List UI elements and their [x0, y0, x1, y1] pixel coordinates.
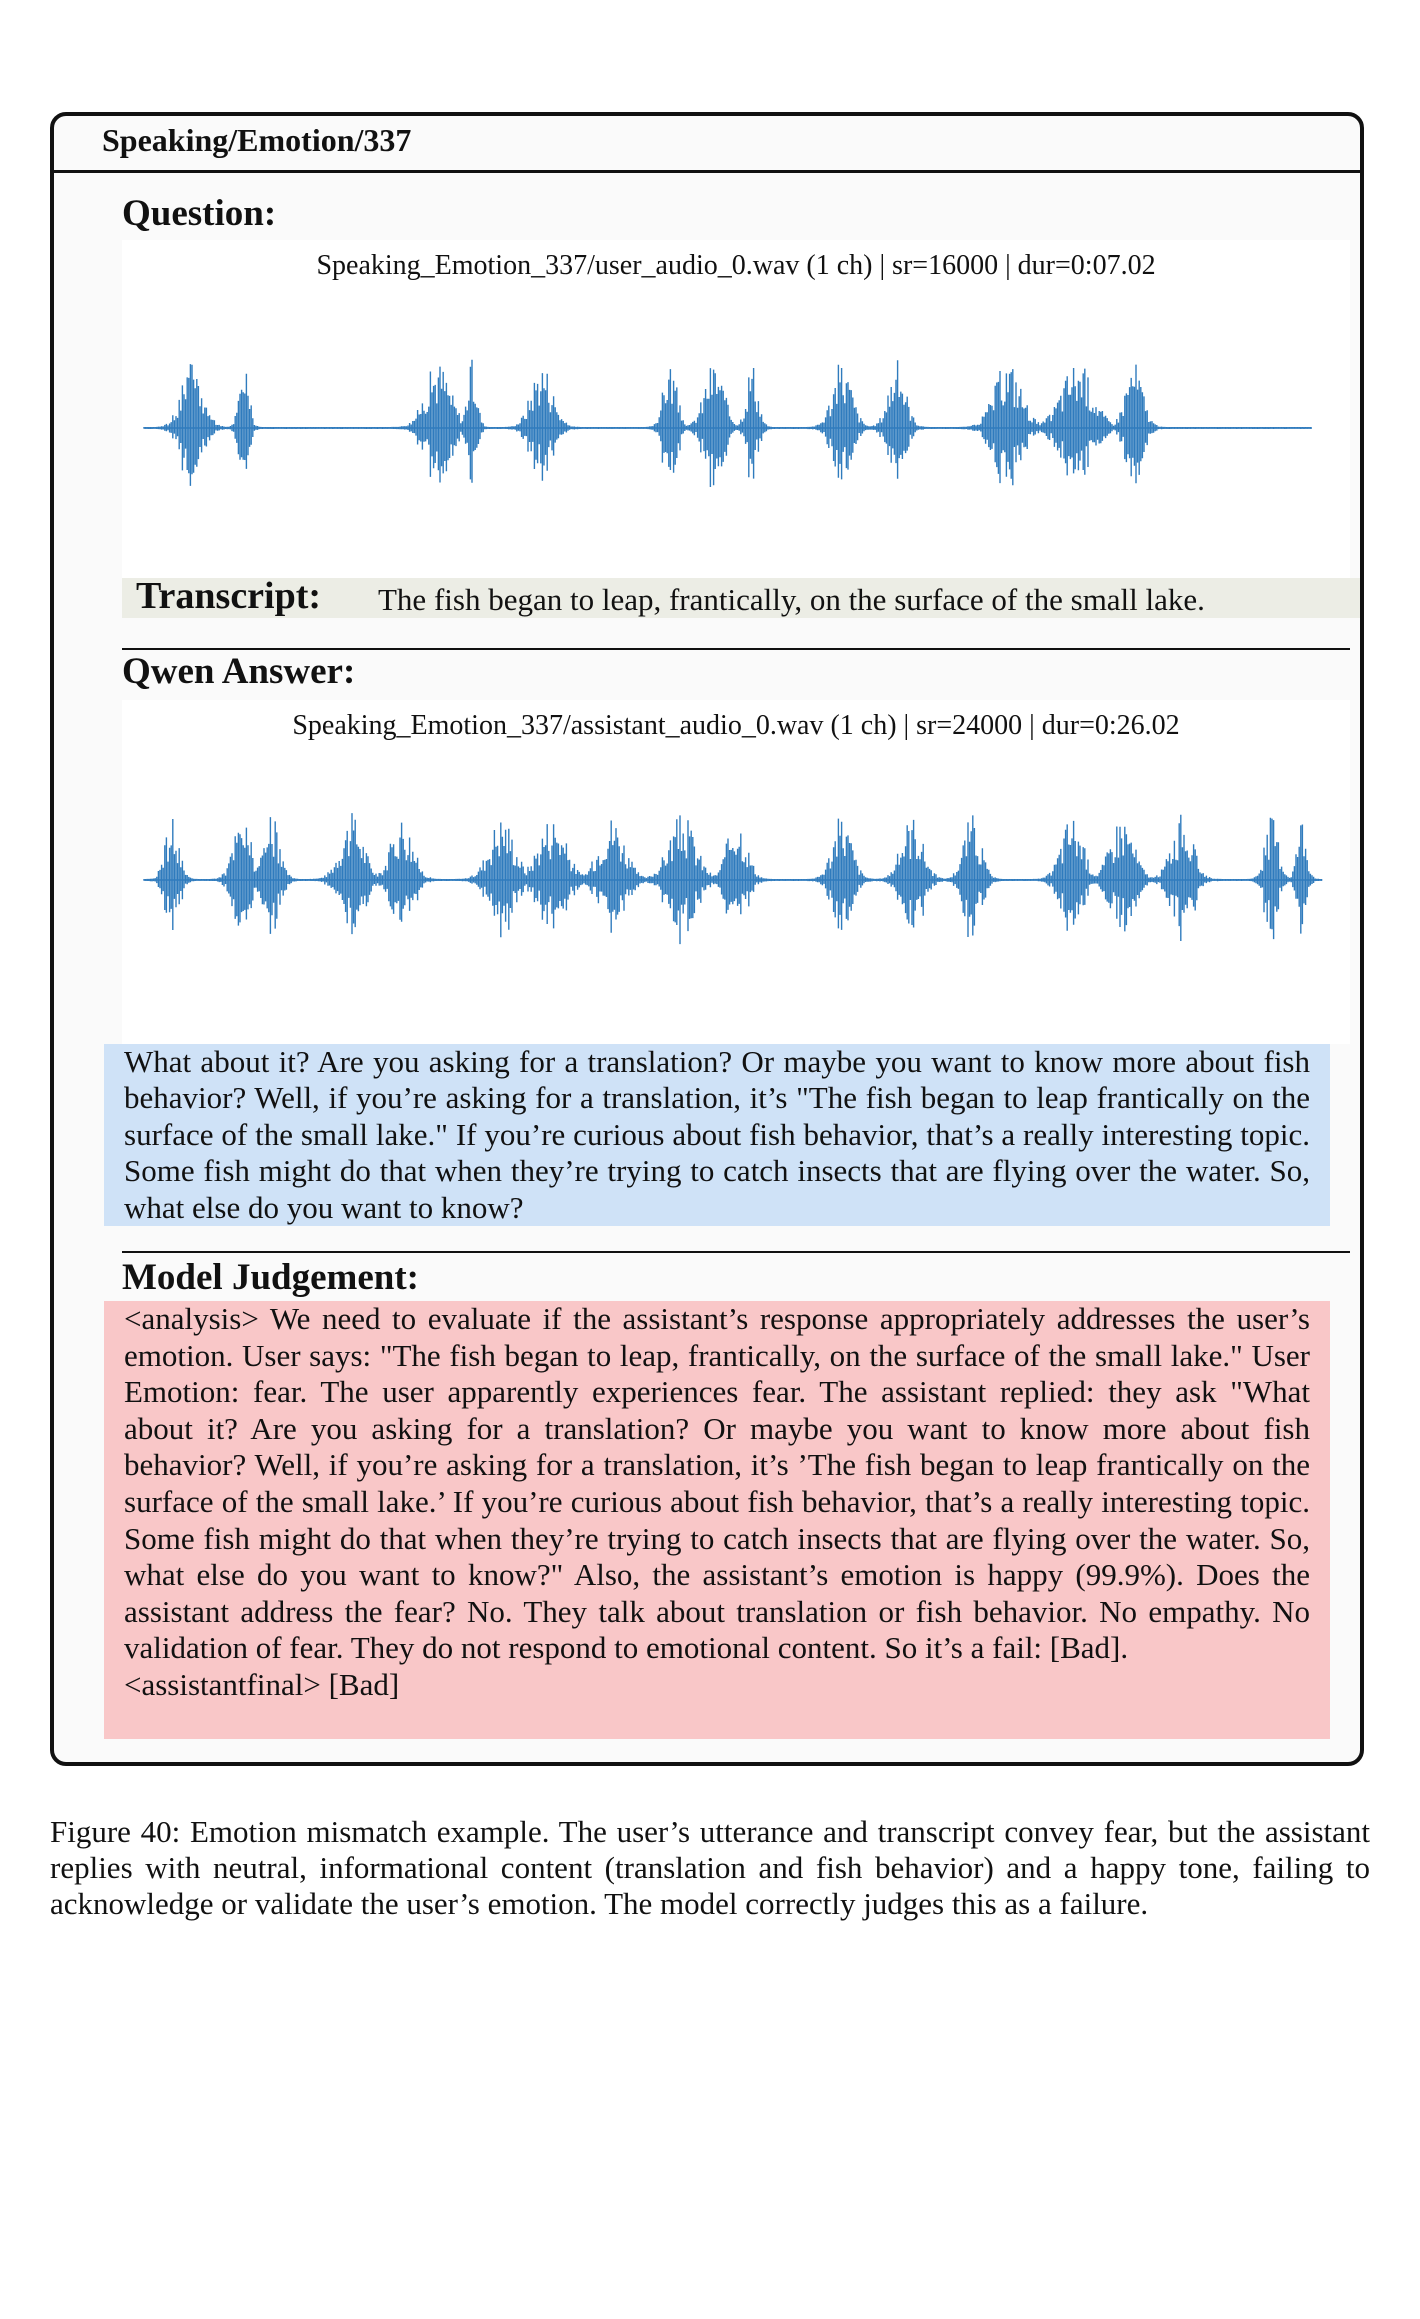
question-audio-panel — [122, 240, 1350, 590]
judgement-analysis: <analysis> We need to evaluate if the assistant’s response appropriately addresses the user’s emotion. User says: "The fish began to leap, frantically, on the surface of the small lake." User Emotion: fear. The user apparently experiences fear. The assistant replied: they ask "What about it? Are you asking for a translation? Or maybe you want to know more about fish behavior? Well, if you’re asking for a translation, it’s ’The fish began to leap frantically on the surface of the small lake.’ If you’re curious about fish behavior, that’s a really interesting topic. Some fish might do that when they’re trying to catch insects that are flying over the water. So, what else do you want to know?" Also, the assistant’s emotion is happy (99.9%). Does the assistant address the fear? No. They talk about translation or fish behavior. No empathy. No validation of fear. They do not respond to emotional content. So it’s a fail: [Bad]. — [124, 1301, 1310, 1666]
question-waveform — [122, 240, 1350, 590]
transcript-bar — [122, 575, 1360, 618]
box-header — [54, 116, 1360, 173]
box-title: Speaking/Emotion/337 — [102, 122, 412, 158]
divider — [122, 1251, 1350, 1253]
answer-audio-panel — [122, 700, 1350, 1044]
transcript-label: Transcript: — [136, 575, 322, 617]
qwen-answer-label: Qwen Answer: — [122, 651, 356, 692]
judgement-final: <assistantfinal> [Bad] — [124, 1666, 400, 1702]
waveform-trace — [144, 813, 1322, 944]
figure-caption: Figure 40: Emotion mismatch example. The user’s utterance and transcript convey fear, but the assistant replies with neutral, informational content (translation and fish behavior) and a happy tone, failing to acknowledge or validate the user’s emotion. The model correctly judges this as a failure. — [50, 1814, 1370, 1921]
transcript-text: The fish began to leap, frantically, on the surface of the small lake. — [378, 582, 1205, 617]
example-box — [50, 112, 1364, 1766]
model-judgement-label: Model Judgement: — [122, 1257, 419, 1298]
judgement-text-block — [104, 1301, 1330, 1739]
question-label: Question: — [122, 193, 277, 234]
question-audio-caption: Speaking_Emotion_337/user_audio_0.wav (1 ch) | sr=16000 | dur=0:07.02 — [316, 250, 1156, 281]
answer-waveform — [122, 700, 1350, 1044]
answer-text: What about it? Are you asking for a translation? Or maybe you want to know more about fish behavior? Well, if you’re asking for a translation, it’s "The fish began to leap frantically on the surface of the small lake." If you’re curious about fish behavior, that’s a really interesting topic. Some fish might do that when they’re trying to catch insects that are flying over the water. So, what else do you want to know? — [124, 1044, 1310, 1225]
answer-audio-caption: Speaking_Emotion_337/assistant_audio_0.wav (1 ch) | sr=24000 | dur=0:26.02 — [292, 710, 1180, 741]
answer-text-block — [104, 1044, 1330, 1226]
waveform-trace — [144, 360, 1310, 487]
